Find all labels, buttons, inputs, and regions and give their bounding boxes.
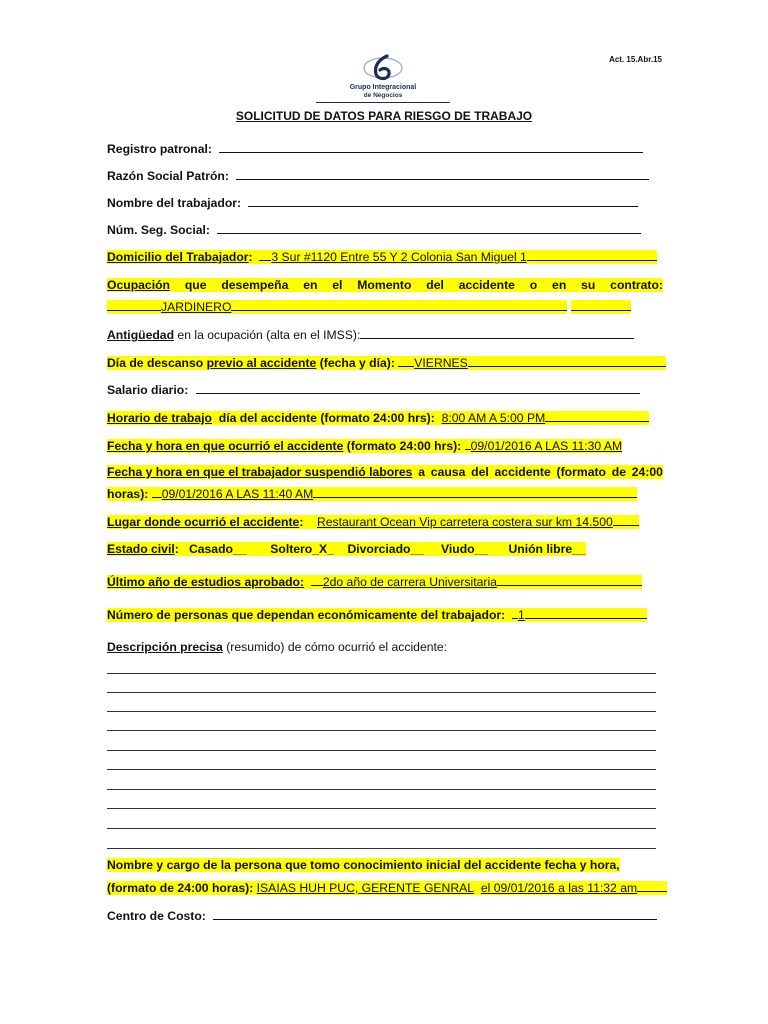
field-ultimo-anio (107, 574, 642, 589)
company-logo (316, 52, 450, 104)
fecha-suspendio-word: 24:00 (631, 465, 663, 479)
descanso-label2: previo al accidente (206, 356, 317, 370)
estado-option-viudo[interactable]: Viudo__ (440, 542, 489, 556)
description-line[interactable] (107, 828, 656, 829)
antiguedad-blank[interactable] (360, 327, 634, 339)
fecha-suspendio-text2: horas): (107, 487, 149, 501)
descanso-label1: Día de descanso (107, 356, 204, 370)
fecha-suspendio-word: (formato (556, 465, 606, 479)
ocupacion-word: desempeña (221, 278, 289, 292)
ocupacion-value[interactable]: JARDINERO (161, 300, 232, 314)
fecha-ocurrio-text: (formato 24:00 hrs): (346, 439, 462, 453)
razon-social-label: Razón Social Patrón: (107, 169, 229, 183)
ocupacion-word: que (184, 278, 207, 292)
field-descripcion (107, 640, 447, 654)
description-line[interactable] (107, 692, 656, 693)
salario-blank[interactable] (196, 382, 640, 394)
fecha-suspendio-word: causa (430, 465, 466, 479)
conocimiento-line1: Nombre y cargo de la persona que tomo conocimiento inicial del accidente fecha y hora, (107, 858, 620, 872)
description-line[interactable] (107, 711, 656, 712)
descanso-label3: (fecha y día): (319, 356, 395, 370)
description-line[interactable] (107, 808, 656, 809)
ultimo-anio-label: Último año de estudios aprobado: (107, 575, 305, 589)
field-num-seg-social (107, 222, 641, 237)
field-personas (107, 607, 647, 622)
ocupacion-word: del (426, 278, 444, 292)
estado-option-casado[interactable]: Casado__ (188, 542, 247, 556)
ocupacion-word: Momento (357, 278, 412, 292)
form-title: SOLICITUD DE DATOS PARA RIESGO DE TRABAJO (235, 109, 533, 123)
ocupacion-word: o (529, 278, 538, 292)
ocupacion-word: su (581, 278, 596, 292)
domicilio-blank (527, 249, 657, 261)
nombre-trabajador-label: Nombre del trabajador: (107, 196, 242, 210)
descripcion-text: (resumido) de cómo ocurrió el accidente: (226, 640, 448, 654)
field-centro-costo (107, 908, 657, 923)
description-line[interactable] (107, 789, 656, 790)
domicilio-label: Domicilio del Trabajador (107, 250, 249, 264)
conocimiento-value[interactable]: ISAIAS HUH PUC, GERENTE GENRAL (256, 881, 475, 895)
description-line[interactable] (107, 750, 656, 751)
field-conocimiento-value (107, 880, 667, 895)
logo-swirl-icon (362, 54, 404, 86)
logo-rule (316, 102, 450, 103)
nombre-trabajador-blank[interactable] (248, 195, 638, 207)
field-ocupacion-value (107, 299, 631, 314)
estado-option-soltero[interactable]: Soltero_X_ (270, 542, 334, 556)
fecha-suspendio-word: del (471, 465, 489, 479)
fecha-suspendio-value[interactable]: 09/01/2016 A LAS 11:40 AM (161, 487, 314, 501)
ocupacion-label: Ocupación (107, 278, 170, 292)
field-registro-patronal (107, 141, 643, 156)
fecha-suspendio-word: a (418, 465, 426, 479)
registro-patronal-blank[interactable] (219, 141, 643, 153)
field-estado-civil: Estado civil: Casado__ Soltero_X_ Divorciado__ Viudo__ Unión libre__ (107, 542, 586, 556)
salario-label: Salario diario: (107, 383, 189, 397)
estado-option-union-libre[interactable]: Unión libre__ (508, 542, 586, 556)
estado-civil-label: Estado civil (107, 542, 175, 556)
horario-text: día del accidente (formato 24:00 hrs): (218, 411, 435, 425)
descripcion-label: Descripción precisa (107, 640, 223, 654)
fecha-ocurrio-value[interactable]: 09/01/2016 A LAS 11:30 AM (470, 439, 623, 453)
ocupacion-word: contrato: (610, 278, 663, 292)
field-fecha-ocurrio (107, 438, 622, 453)
field-domicilio: Domicilio del Trabajador: 3 Sur #1120 Entre 55 Y 2 Colonia San Miguel 1 (107, 249, 657, 264)
ocupacion-word: en (303, 278, 318, 292)
descanso-value[interactable]: VIERNES (414, 356, 468, 370)
ocupacion-word: accidente (458, 278, 515, 292)
personas-label: Número de personas que dependan económicamente del trabajador: (107, 608, 506, 622)
revision-label: Act. 15.Abr.15 (609, 55, 662, 64)
field-horario (107, 410, 649, 425)
registro-patronal-label: Registro patronal: (107, 142, 212, 156)
fecha-ocurrio-label: Fecha y hora en que ocurrió el accidente (107, 439, 344, 453)
centro-costo-blank[interactable] (213, 908, 657, 920)
fecha-suspendio-label: Fecha y hora en que el trabajador suspendió labores (107, 465, 413, 479)
ocupacion-word: el (332, 278, 343, 292)
fecha-suspendio-word: de (611, 465, 626, 479)
num-seg-social-blank[interactable] (217, 222, 641, 234)
estado-option-divorciado[interactable]: Divorciado__ (347, 542, 425, 556)
antiguedad-label: Antigüedad (107, 328, 175, 342)
num-seg-social-label: Núm. Seg. Social: (107, 223, 210, 237)
horario-label: Horario de trabajo (107, 411, 212, 425)
antiguedad-text: en la ocupación (alta en el IMSS): (177, 328, 361, 342)
field-antiguedad (107, 327, 634, 342)
fecha-suspendio-word: accidente (494, 465, 551, 479)
ocupacion-word: en (552, 278, 567, 292)
lugar-label: Lugar donde ocurrió el accidente (107, 515, 300, 529)
field-conocimiento (107, 858, 620, 872)
field-ocupacion (107, 278, 663, 292)
logo-text-line2: de Negocios (363, 92, 403, 99)
description-line[interactable] (107, 730, 656, 731)
field-nombre-trabajador (107, 195, 638, 210)
centro-costo-label: Centro de Costo: (107, 909, 206, 923)
field-dia-descanso (107, 355, 666, 370)
logo-text-line1: Grupo Integracional (349, 84, 417, 91)
field-lugar: Lugar donde ocurrió el accidente: Restaurant Ocean Vip carretera costera sur km 14.500 (107, 514, 639, 529)
horario-value[interactable]: 8:00 AM A 5:00 PM (441, 411, 546, 425)
field-fecha-suspendio (107, 465, 663, 479)
personas-value[interactable]: 1 (518, 608, 525, 622)
ocupacion-blank (571, 299, 631, 311)
domicilio-value[interactable]: 3 Sur #1120 Entre 55 Y 2 Colonia San Miguel 1 (271, 250, 527, 264)
conocimiento-value-2[interactable]: el 09/01/2016 a las 11:32 am (480, 881, 638, 895)
description-line[interactable] (107, 769, 656, 770)
lugar-value[interactable]: Restaurant Ocean Vip carretera costera sur km 14.500 (316, 515, 613, 529)
description-line[interactable] (107, 848, 656, 849)
field-razon-social (107, 168, 649, 183)
conocimiento-label: (formato de 24:00 horas): (107, 881, 254, 895)
field-fecha-suspendio-value (107, 486, 637, 501)
description-line[interactable] (107, 673, 656, 674)
field-salario (107, 382, 640, 397)
ultimo-anio-value[interactable]: 2do año de carrera Universitaria (322, 575, 497, 589)
razon-social-blank[interactable] (236, 168, 649, 180)
